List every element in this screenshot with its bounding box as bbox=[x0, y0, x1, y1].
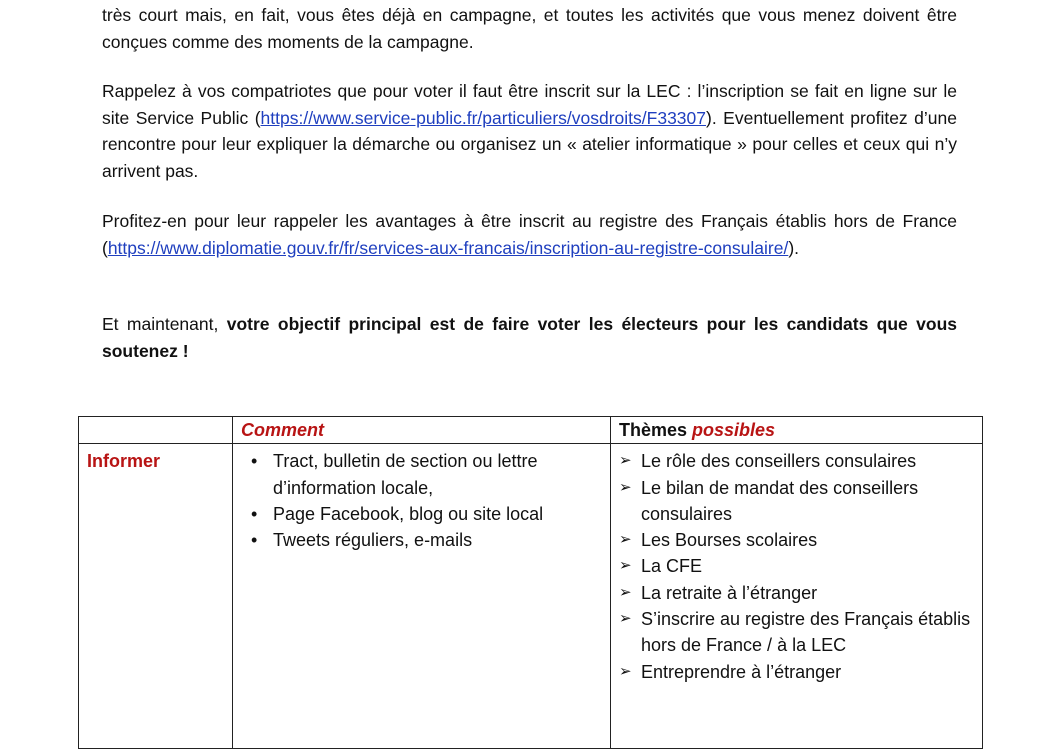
header-themes-possibles: possibles bbox=[692, 420, 776, 440]
header-cell-themes bbox=[611, 417, 983, 444]
diplomatie-link[interactable]: https://www.diplomatie.gouv.fr/fr/services-aux-francais/inscription-au-registre-consulaire/ bbox=[107, 237, 789, 258]
paragraph-text: Et maintenant, bbox=[102, 314, 227, 334]
list-item: ➢ S’inscrire au registre des Français établis hors de France / à la LEC bbox=[641, 606, 974, 659]
header-cell-empty bbox=[79, 417, 233, 444]
list-item: • Tweets réguliers, e-mails bbox=[267, 527, 602, 553]
list-item: • Page Facebook, blog ou site local bbox=[267, 501, 602, 527]
paragraph-text: très court mais, en fait, vous êtes déjà en campagne, et toutes les activités que vous menez doivent être conçues comme des moments de la campagne. bbox=[102, 5, 957, 52]
paragraph-objective bbox=[102, 311, 957, 364]
header-cell-comment bbox=[233, 417, 611, 444]
header-themes-plain: Thèmes bbox=[619, 420, 693, 440]
themes-list bbox=[619, 448, 974, 685]
methods-cell bbox=[233, 444, 611, 749]
paragraph-text: ). Eventuellement profitez d’une rencontre pour leur expliquer la démarche ou organisez un « atelier informatique » pour celles et ceux qui n’y arrivent pas. bbox=[102, 107, 957, 181]
objective-bold-text: votre objectif principal est de faire voter les électeurs pour les candidats que vous soutenez ! bbox=[102, 314, 957, 361]
paragraph-campaign bbox=[102, 2, 957, 55]
service-public-link[interactable]: https://www.service-public.fr/particuliers/vosdroits/F33307 bbox=[260, 107, 706, 128]
paragraph-consular-register bbox=[102, 208, 957, 261]
list-item: ➢ Les Bourses scolaires bbox=[641, 527, 974, 553]
list-item: ➢ Entreprendre à l’étranger bbox=[641, 659, 974, 685]
table-header-row bbox=[79, 417, 983, 444]
row-label-informer: Informer bbox=[79, 444, 233, 749]
paragraph-text: Rappelez à vos compatriotes que pour voter il faut être inscrit sur la LEC : l’inscription se fait en ligne sur le site Service Public ( bbox=[102, 81, 957, 128]
list-item: ➢ La retraite à l’étranger bbox=[641, 580, 974, 606]
table-row bbox=[79, 444, 983, 749]
header-comment: Comment bbox=[241, 420, 325, 440]
methods-list bbox=[241, 448, 602, 553]
list-item: ➢ Le bilan de mandat des conseillers consulaires bbox=[641, 475, 974, 528]
paragraph-text: ). bbox=[788, 237, 800, 258]
themes-cell bbox=[611, 444, 983, 749]
list-item: • Tract, bulletin de section ou lettre d’information locale, bbox=[267, 448, 602, 501]
list-item: ➢ Le rôle des conseillers consulaires bbox=[641, 448, 974, 474]
paragraph-text: Profitez-en pour leur rappeler les avantages à être inscrit au registre des Français établis hors de France ( bbox=[102, 211, 957, 258]
paragraph-lec-registration bbox=[102, 78, 957, 184]
themes-table bbox=[78, 416, 983, 749]
list-item: ➢ La CFE bbox=[641, 553, 974, 579]
